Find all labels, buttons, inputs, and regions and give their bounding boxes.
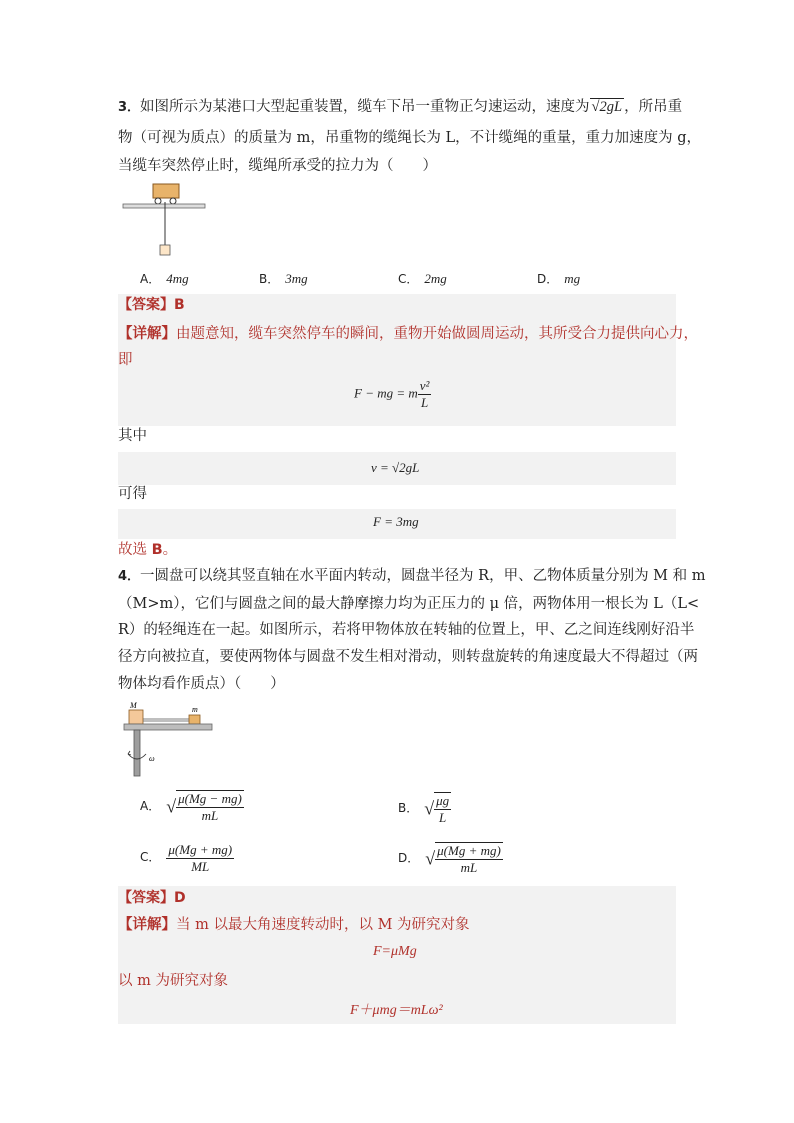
q4-stem-line1: 4．一圆盘可以绕其竖直轴在水平面内转动，圆盘半径为 R，甲、乙物体质量分别为 M 和 m <box>118 568 706 584</box>
q4-stem-line4: 径方向被拉直，要使两物体与圆盘不发生相对滑动，则转盘旋转的角速度最大不得超过（两 <box>118 649 698 665</box>
rotating-disk-diagram <box>120 698 220 786</box>
q4-option-b[interactable]: B． √ $\frac{\mu g}{L}$ <box>398 793 450 825</box>
q3-equation-1: F − mg = m $\frac{\text{v²}}{L}$ <box>354 378 430 410</box>
q4-equation-1: F=μMg <box>373 944 417 959</box>
q4-stem-line5: 物体均看作质点）（ ） <box>118 676 285 692</box>
q4-option-c[interactable]: C． $\frac{\mu(Mg + mg)}{ML}$ <box>140 842 233 874</box>
q3-stem-line3: 当缆车突然停止时，缆绳所承受的拉力为（ ） <box>118 158 437 174</box>
q4-stem-line2: （M>m），它们与圆盘之间的最大静摩擦力均为正压力的 μ 倍，两物体用一根长为 L（L< <box>118 596 700 612</box>
q3-detail-cont: 即 <box>118 352 133 368</box>
q3-speed: √2gL <box>591 99 623 115</box>
q3-option-b[interactable]: B． 3mg <box>259 271 308 286</box>
q4-option-d[interactable]: D． √ $\frac{\mu(Mg + mg)}{mL}$ <box>398 843 501 875</box>
q3-where: 其中 <box>118 428 147 444</box>
q3-stem-line1: 3．如图所示为某港口大型起重装置，缆车下吊一重物正匀速运动，速度为 √2gL ，所吊重 <box>118 99 683 115</box>
omega-label: ω <box>149 754 155 763</box>
q4-equation-2: F＋μmg＝mLω² <box>350 1003 443 1018</box>
q3-answer: 【答案】B <box>118 297 185 313</box>
q3-equation-3: F = 3mg <box>373 514 419 529</box>
q4-option-a[interactable]: A． √ $\frac{\mu(Mg - mg)}{mL}$ <box>140 791 242 823</box>
q3-option-c[interactable]: C． 2mg <box>398 271 447 286</box>
q4-obj-m: 以 m 为研究对象 <box>118 973 228 989</box>
q3-obtain: 可得 <box>118 486 147 502</box>
q4-detail: 【详解】当 m 以最大角速度转动时，以 M 为研究对象 <box>118 916 470 933</box>
crane-diagram <box>120 182 210 262</box>
q4-answer: 【答案】D <box>118 890 186 906</box>
mass-m-label: m <box>192 705 198 714</box>
q3-detail: 【详解】由题意知，缆车突然停车的瞬间，重物开始做圆周运动，其所受合力提供向心力， <box>118 325 698 342</box>
q3-equation-2: v = √2gL <box>371 460 420 475</box>
q3-option-a[interactable]: A． 4mg <box>140 271 189 286</box>
q3-stem-line2: 物（可视为质点）的质量为 m，吊重物的缆绳长为 L，不计缆绳的重量，重力加速度为 g， <box>118 130 701 146</box>
mass-M-label: M <box>130 701 137 710</box>
q3-option-d[interactable]: D． mg <box>537 271 581 286</box>
q3-conclusion: 故选 B。 <box>118 542 178 558</box>
q4-stem-line3: R）的轻绳连在一起。如图所示，若将甲物体放在转轴的位置上，甲、乙之间连线刚好沿半 <box>118 622 695 638</box>
